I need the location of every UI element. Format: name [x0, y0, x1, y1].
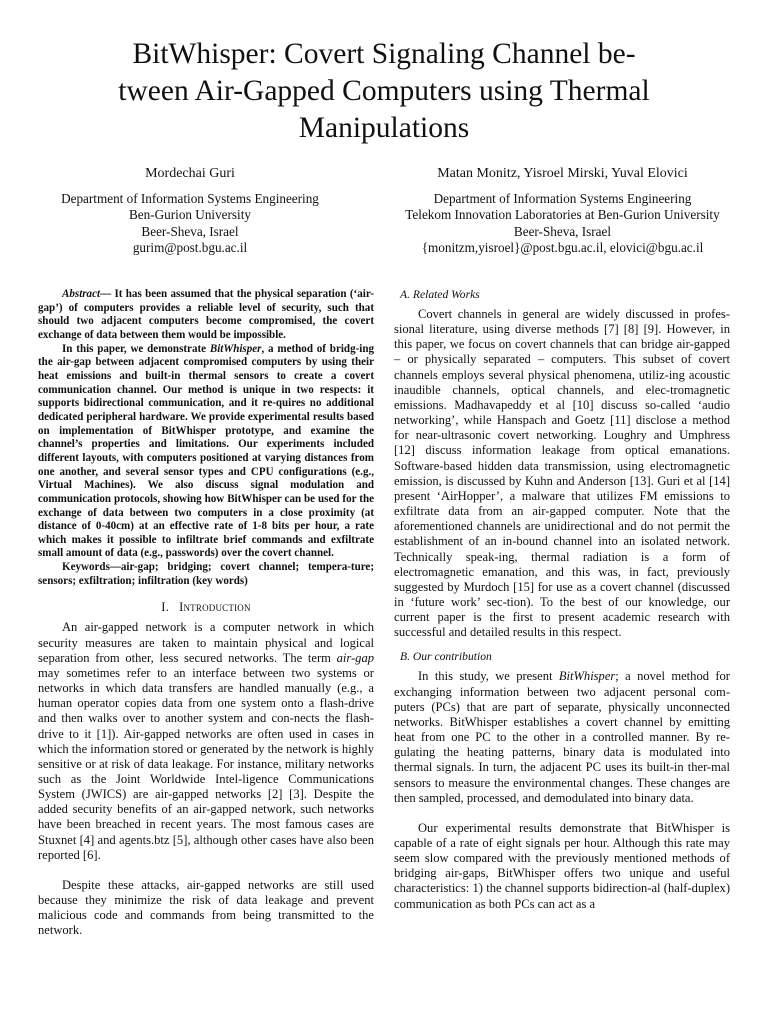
- title-line-2: tween Air-Gapped Computers using Thermal: [118, 75, 650, 107]
- body-text: In this study, we present: [418, 669, 559, 684]
- term-air-gap: air-gap: [336, 650, 374, 665]
- author-name: Mordechai Guri: [145, 166, 235, 181]
- section-heading-introduction: [38, 600, 374, 615]
- author-email: {monitzm,yisroel}@post.bgu.ac.il, elovici@bgu.ac.il: [421, 240, 704, 256]
- title-line-3: Manipulations: [298, 112, 470, 144]
- paper-title: [70, 36, 698, 147]
- author-email: gurim@post.bgu.ac.il: [132, 240, 248, 256]
- subsection-heading-related-works: A. Related Works: [400, 288, 480, 301]
- author-affiliation: Telekom Innovation Laboratories at Ben-Gurion University: [405, 207, 720, 223]
- method-name: BitWhisper: [558, 669, 616, 684]
- abstract-text: In this paper, we demonstrate: [62, 342, 210, 355]
- author-block-2: [390, 166, 735, 257]
- body-paragraph: Covert channels in general are widely discussed in profes-sional literature, using diverse methods [7] [8] [9]. However, in this paper, we focus on covert channels that can bridge air-gapped – or physically separated – computers. This subset of covert channels employs several physical phenomena, utiliz-ing acoustic inaudible channels, optical channels, and elec-tromagnetic emissions. Madhavapeddy et al [10] discuss so-called ‘audio networking’, while Hanspach and Goetz [11] disclose a method for near-ultrasonic covert networking. Loughry and Umphress [12] discuss information leakage from optical emanations. Software-based hidden data transmission, using electromagnetic emission, is discussed by Kuhn and Anderson [13]. Guri et al [14] present ‘AirHopper’, a malware that utilizes FM emissions to exfiltrate data from an air-gapped computer. Note that the aforementioned channels are unidirectional and do not permit the establishment of an in-bound channel into an isolated network. Technically speak-ing, thermal radiation is a form of electromagnetic emanation, and this was, in fact, previously suggested by Murdoch [15] for use as a covert channel (discussed in ‘future work’ sec-tion). To the best of our knowledge, our current paper is the first to present academic research with successful and detailed results in this respect.: [394, 307, 730, 640]
- body-text: may sometimes refer to an interface between two systems or networks in which data transfers are handled manually (e.g., a human operator copies data from one system onto a flash-drive and then walks over to another system and con-nects the flash-drive to it [1]). Air-gapped networks are often used in cases in which the information stored or generated by the network is highly sensitive or at risk of data leakage. For instance, military networks such as the Joint Worldwide Intel-ligence Communications System (JWICS) are air-gapped networks [2] [3]. Despite the added security benefits of an air-gapped network, such networks have been breached in recent years. The most famous cases are Stuxnet [4] and agents.btz [5], although other cases have also been reported [6].: [38, 665, 374, 862]
- subsection-heading-contribution: B. Our contribution: [400, 650, 492, 664]
- section-title: Introduction: [179, 600, 251, 615]
- author-location: Beer-Sheva, Israel: [513, 223, 612, 239]
- abstract-label: Abstract: [62, 288, 101, 300]
- body-text: An air-gapped network is a computer network in which security measures are taken to maintain physical and logical separation from other, less secured networks. The term: [38, 620, 374, 665]
- keywords: Keywords—air-gap; bridging; covert channel; tempera-ture; sensors; exfiltration; infiltration (key words): [38, 561, 374, 587]
- body-paragraph: [394, 669, 730, 805]
- abstract-method-name: BitWhisper: [209, 342, 262, 355]
- author-block-1: [40, 166, 340, 257]
- introduction-body: [38, 620, 374, 938]
- author-location: Beer-Sheva, Israel: [141, 223, 239, 239]
- author-affiliation: Ben-Gurion University: [129, 207, 251, 223]
- left-column: [38, 288, 374, 939]
- abstract: [38, 288, 374, 588]
- abstract-dash: —: [100, 288, 115, 300]
- abstract-paragraph: [38, 343, 374, 562]
- abstract-paragraph: [38, 288, 374, 343]
- author-name: Matan Monitz, Yisroel Mirski, Yuval Elovici: [437, 166, 688, 181]
- contribution-body: [394, 669, 730, 911]
- abstract-text: , a method of bridg-ing the air-gap between adjacent compromised computers by using their heat emissions and built-in thermal sensors to create a covert communication channel. Our method is unique in two respects: it supports bidirectional communication, and it re-quires no additional dedicated peripheral hardware. We provide experimental results based on implementation of BitWhisper prototype, and examine the channel’s properties and limitations. Our experiments included different layouts, with computers positioned at varying distances from one another, and several sensor types and CPU configurations (e.g., Virtual Machines). We also discuss signal modulation and communication protocols, showing how BitWhisper can be used for the exchange of data between two computers in a close proximity (at distance of 0-40cm) at an effective rate of 1-8 bits per hour, a rate which makes it possible to infiltrate brief commands and exfiltrate small amount of data (e.g., passwords) over the covert channel.: [38, 342, 375, 560]
- right-column: [394, 288, 730, 912]
- body-paragraph: Our experimental results demonstrate that BitWhisper is capable of a rate of eight signals per hour. Although this rate may seem slow compared with the previously mentioned methods of bridging air-gaps, BitWhisper offers two unique and useful characteristics: 1) the channel supports bidirection-al (half-duplex) communication as both PCs can act as a: [394, 820, 730, 911]
- body-text: ; a novel method for exchanging information between two adjacent personal com-puters (PCs) that are part of separate, physically unconnected networks. BitWhisper establishes a covert channel by emitting heat from one PC to the other in a controlled manner. By re-gulating the heating patterns, binary data is modulated into thermal signals. In turn, the adjacent PC uses its built-in ther-mal sensors to measure the environmental changes. These changes are then sampled, processed, and demodulated into binary data.: [394, 669, 730, 805]
- title-line-1: BitWhisper: Covert Signaling Channel be-: [132, 38, 636, 70]
- section-number: I.: [161, 600, 170, 615]
- author-affiliation: Department of Information Systems Engineering: [433, 190, 692, 206]
- author-affiliation: Department of Information Systems Engineering: [61, 190, 319, 206]
- body-paragraph: [38, 620, 374, 863]
- body-paragraph: Despite these attacks, air-gapped networks are still used because they minimize the risk of data leakage and prevent malicious code and commands from being transmitted to the network.: [38, 877, 374, 938]
- related-works-body: [394, 307, 730, 640]
- abstract-text: It has been assumed that the physical separation (‘air-gap’) of computers provides a reliable level of security, such that should two adjacent computers become compromised, the covert exchange of data between them would be impossible.: [38, 288, 374, 341]
